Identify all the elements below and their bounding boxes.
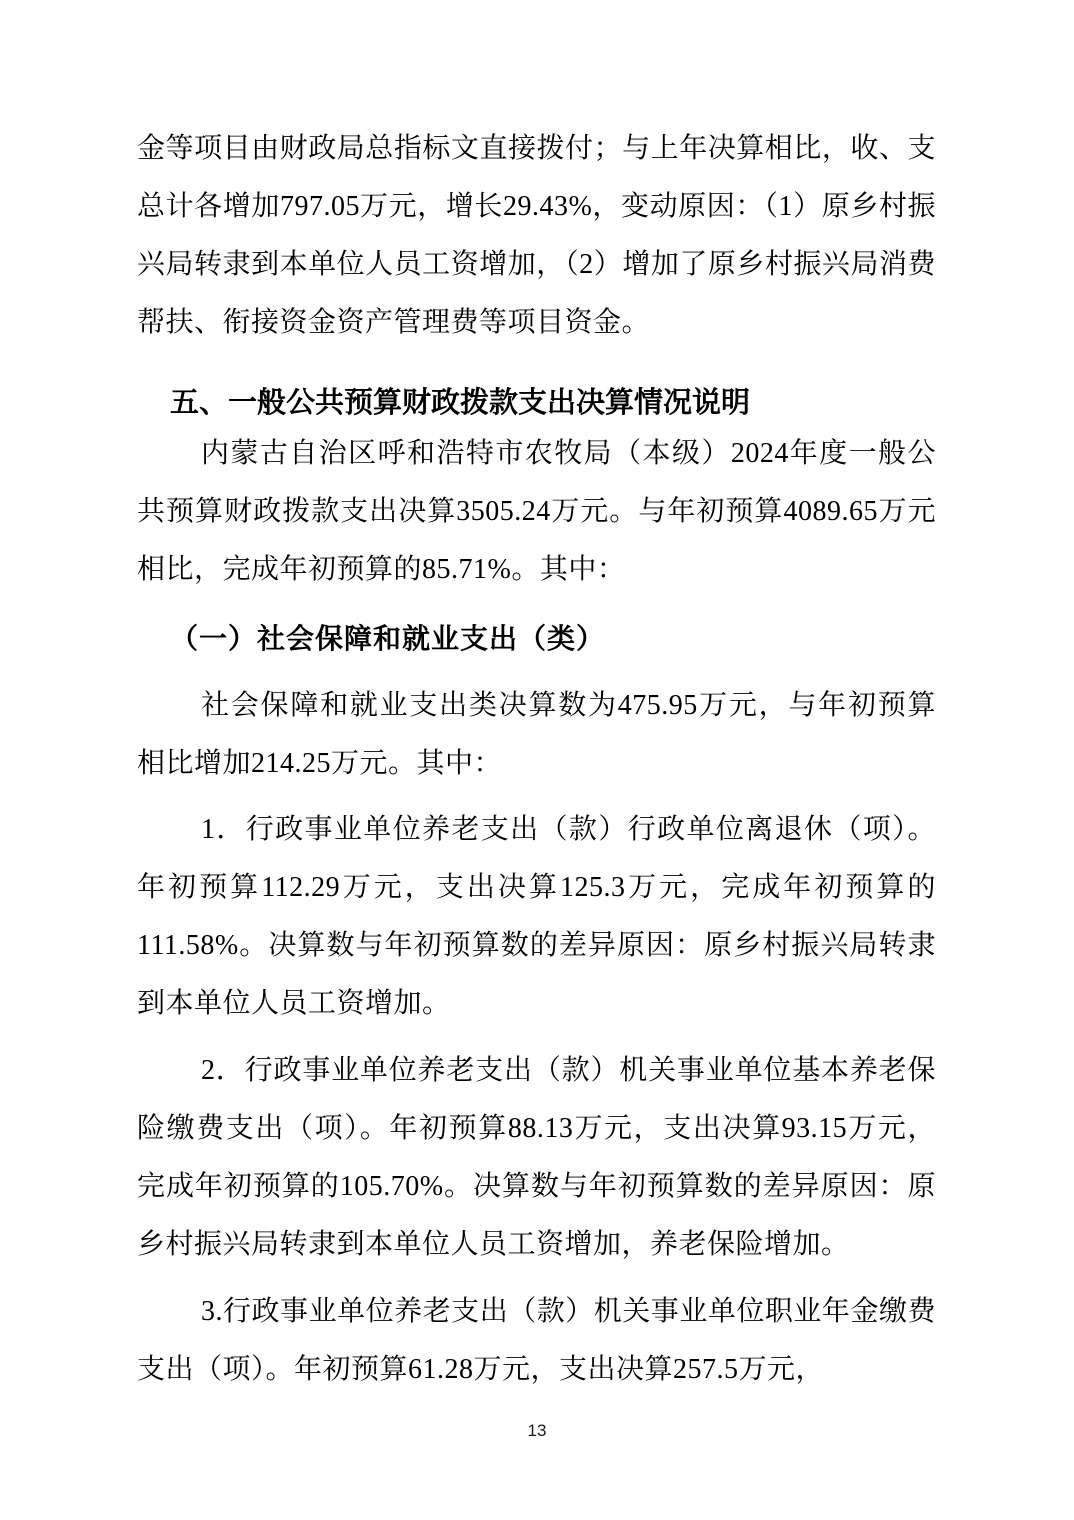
page-footer xyxy=(0,1420,1074,1442)
subsection-intro-paragraph: 社会保障和就业支出类决算数为475.95万元，与年初预算相比增加214.25万元。其中： xyxy=(137,690,936,779)
numbered-item-3-paragraph: 3.行政事业单位养老支出（款）机关事业单位职业年金缴费支出（项）。年初预算61.28万元，支出决算257.5万元， xyxy=(137,1296,936,1385)
page-number: 13 xyxy=(527,1421,547,1440)
section-heading-5: 五、一般公共预算财政拨款支出决算情况说明 xyxy=(170,387,751,419)
section-intro-paragraph: 内蒙古自治区呼和浩特市农牧局（本级）2024年度一般公共预算财政拨款支出决算3505.24万元。与年初预算4089.65万元相比，完成年初预算的85.71%。其中： xyxy=(137,438,936,585)
document-content xyxy=(137,120,936,1399)
numbered-item-2-paragraph: 2．行政事业单位养老支出（款）机关事业单位基本养老保险缴费支出（项）。年初预算88.13万元，支出决算93.15万元，完成年初预算的105.70%。决算数与年初预算数的差异原因：原乡村振兴局转隶到本单位人员工资增加，养老保险增加。 xyxy=(137,1055,936,1260)
numbered-item-1-paragraph: 1．行政事业单位养老支出（款）行政单位离退休（项）。年初预算112.29万元，支出决算125.3万元，完成年初预算的111.58%。决算数与年初预算数的差异原因：原乡村振兴局转隶到本单位人员工资增加。 xyxy=(137,814,936,1019)
continued-paragraph: 金等项目由财政局总指标文直接拨付；与上年决算相比，收、支总计各增加797.05万元，增长29.43%，变动原因：（1）原乡村振兴局转隶到本单位人员工资增加，（2）增加了原乡村振兴局消费帮扶、衔接资金资产管理费等项目资金。 xyxy=(137,133,936,338)
subsection-heading-1: （一）社会保障和就业支出（类） xyxy=(170,624,606,655)
